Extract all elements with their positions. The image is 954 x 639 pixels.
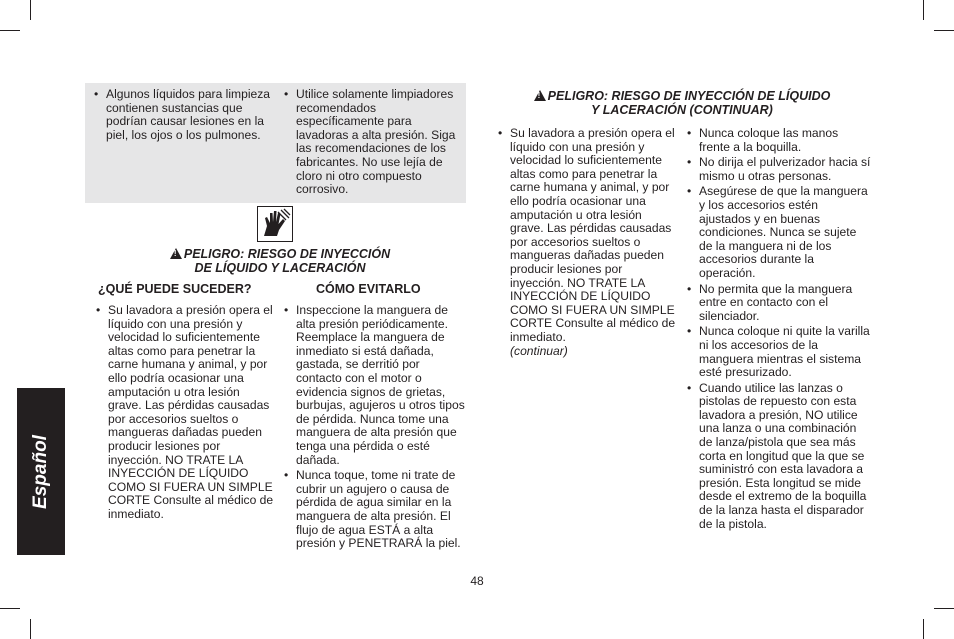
list-item: • Su lavadora a presión opera el líquido con una presión y velocidad lo suficientemente altas como para penetrar la carne humana y animal, y por ello podría ocasionar una amputación u otra lesión grave. Las pérdidas causadas por accesorios sueltos o mangueras dañadas pueden producir lesiones por inyección. NO TRATE LA INYECCIÓN DE LÍQUIDO COMO SI FUERA UN SIMPLE CORTE Consulte al médico de inmediato. (continuar) <box>498 127 678 358</box>
shaded-right-column <box>284 88 460 199</box>
warning-triangle-icon <box>534 90 546 101</box>
list-item: • No dirija el pulverizador hacia sí mismo u otras personas. <box>687 156 871 183</box>
how-to-avoid-heading: CÓMO EVITARLO <box>316 282 421 296</box>
injection-hazard-hand-icon <box>257 206 293 242</box>
crop-mark <box>934 608 954 609</box>
crop-mark <box>30 0 31 20</box>
side-tab-label: Español <box>30 434 51 509</box>
crop-mark <box>0 30 20 31</box>
list-item: • Inspeccione la manguera de alta presión periódicamente. Reemplace la manguera de inmediato si está dañada, gastada, se derritió por contacto con el motor o evidencia signos de grietas, burbujas, agujeros u otros tipos de pérdida. Nunca tome una manguera de alta presión que tenga una pérdida o esté dañada. <box>284 304 468 467</box>
list-item: • No permita que la manguera entre en contacto con el silenciador. <box>687 283 871 324</box>
crop-mark <box>923 0 924 20</box>
right-warning-heading: !PELIGRO: RIESGO DE INYECCIÓN DE LÍQUIDO Y LACERACIÓN (CONTINUAR) <box>500 89 864 117</box>
list-item: • Su lavadora a presión opera el líquido con una presión y velocidad lo suficientemente altas como para penetrar la carne humana y animal, y por ello podría ocasionar una amputación u otra lesión grave. Las pérdidas causadas por accesorios sueltos o mangueras dañadas pueden producir lesiones por inyección. NO TRATE LA INYECCIÓN DE LÍQUIDO COMO SI FUERA UN SIMPLE CORTE Consulte al médico de inmediato. <box>96 304 276 522</box>
list-item: • Asegúrese de que la manguera y los accesorios estén ajustados y en buenas condiciones. Nunca se sujete de la manguera ni de los accesorios durante la operación. <box>687 185 871 280</box>
continued-note: (continuar) <box>510 343 568 358</box>
list-item: • Nunca toque, tome ni trate de cubrir un agujero o causa de pérdida de agua similar en la manguera de alta presión. El flujo de agua ESTÁ a alta presión y PENETRARÁ la piel. <box>284 469 468 551</box>
what-can-happen-column <box>96 304 276 524</box>
list-item: • Utilice solamente limpiadores recomendados específicamente para lavadoras a alta presión. Siga las recomendaciones de los fabricantes. No use lejía de cloro ni otro compuesto corrosivo. <box>284 88 460 197</box>
warning-triangle-icon <box>170 248 182 259</box>
list-item: • Nunca coloque ni quite la varilla ni los accesorios de la manguera mientras el sistema esté presurizado. <box>687 325 871 379</box>
left-warning-heading: !PELIGRO: RIESGO DE INYECCIÓN DE LÍQUIDO Y LACERACIÓN <box>140 247 420 275</box>
what-can-happen-heading: ¿QUÉ PUEDE SUCEDER? <box>98 282 252 296</box>
crop-mark <box>30 619 31 639</box>
list-item: • Cuando utilice las lanzas o pistolas de repuesto con esta lavadora a presión, NO utilice una lanza o una combinación de lanza/pistola que sea más corta en longitud que la que se suministró con esta lavadora a presión. Esta longitud se mide desde el extremo de la boquilla de la lanza hasta el disparador de la pistola. <box>687 382 871 532</box>
list-item: • Nunca coloque las manos frente a la boquilla. <box>687 127 871 154</box>
language-side-tab <box>17 388 65 555</box>
crop-mark <box>923 619 924 639</box>
right-column-2 <box>687 127 871 533</box>
how-to-avoid-column <box>284 304 468 553</box>
crop-mark <box>0 608 20 609</box>
list-item: • Algunos líquidos para limpieza contienen sustancias que podrían causar lesiones en la piel, los ojos o los pulmones. <box>94 88 276 142</box>
right-column-1 <box>498 127 678 360</box>
page-number: 48 <box>470 574 484 588</box>
crop-mark <box>934 30 954 31</box>
shaded-left-column <box>94 88 276 144</box>
